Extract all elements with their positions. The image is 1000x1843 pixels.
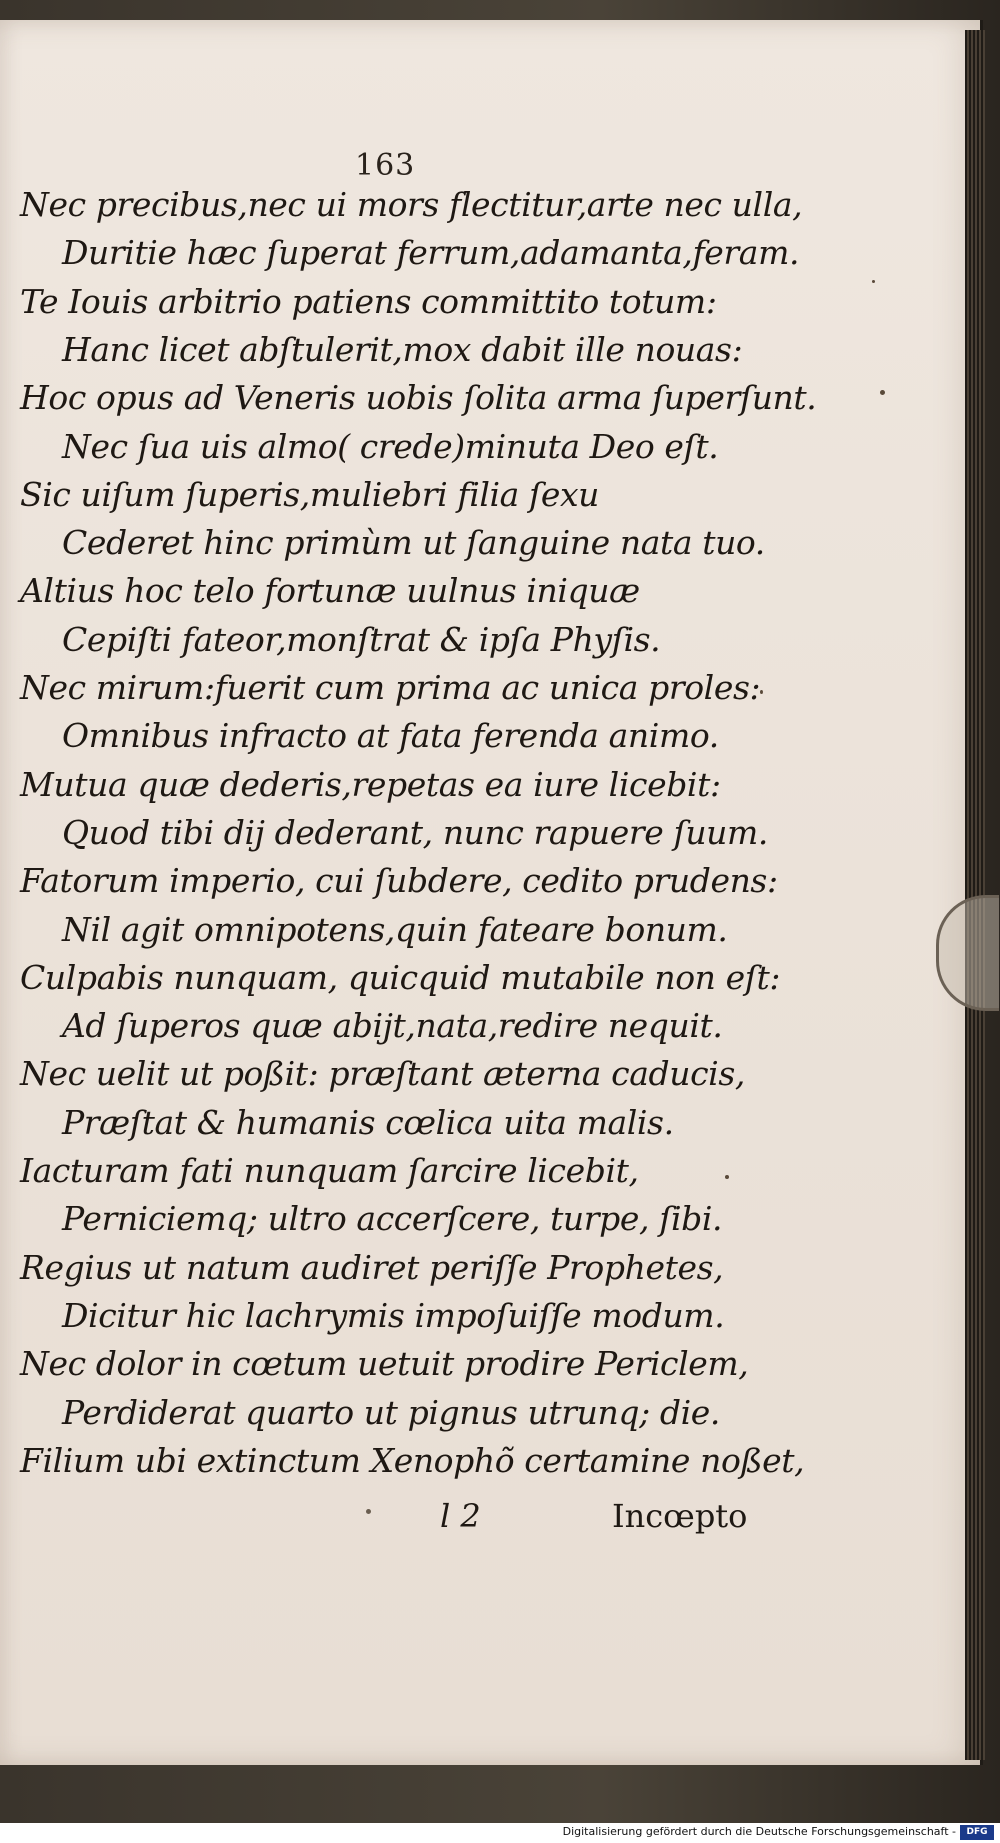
verse-line: Nec mirum:fuerit cum prima ac unica proles: xyxy=(20,668,761,707)
ink-speck xyxy=(760,690,763,694)
verse-line: Duritie hæc ſuperat ferrum,adamanta,feram. xyxy=(62,233,800,273)
verse-line: Iacturam fati nunquam ſarcire licebit, xyxy=(20,1151,639,1190)
verse-line: Culpabis nunquam, quicquid mutabile non eſt: xyxy=(20,957,781,997)
verse-line: Sic uiſum ſuperis,muliebri filia ſexu xyxy=(20,474,600,514)
footer-dot xyxy=(366,1509,371,1514)
verse-line: Altius hoc telo fortunæ uulnus iniquæ xyxy=(20,571,640,611)
verse-line: Filium ubi extinctum Xenophõ certamine noßet, xyxy=(20,1440,805,1480)
verse-line: Cepiſti fateor,monſtrat & ipſa Phyſis. xyxy=(62,619,661,659)
verse-line: Mutua quæ dederis,repetas ea iure licebit: xyxy=(20,764,721,804)
verse-line: Quod tibi dij dederant, nunc rapuere ſuum. xyxy=(62,812,769,852)
verse-line: Nil agit omnipotens,quin fateare bonum. xyxy=(62,909,728,949)
verse-line: Præſtat & humanis cœlica uita malis. xyxy=(62,1102,674,1142)
verse-line: Nec dolor in cœtum uetuit prodire Periclem, xyxy=(20,1344,749,1384)
catchword: Incœpto xyxy=(612,1497,748,1535)
verse-line: Ad ſuperos quæ abijt,nata,redire nequit. xyxy=(62,1006,723,1046)
ink-speck xyxy=(872,280,875,283)
digitization-credit: Digitalisierung gefördert durch die Deutsche Forschungsgemeinschaft - xyxy=(562,1825,956,1838)
ink-speck xyxy=(880,390,885,395)
verse-line: Hoc opus ad Veneris uobis ſolita arma ſuperſunt. xyxy=(20,378,817,418)
verse-line: Nec precibus,nec ui mors flectitur,arte nec ulla, xyxy=(20,185,803,224)
dfg-logo: DFG xyxy=(960,1825,994,1840)
signature-mark: l 2 xyxy=(440,1497,481,1535)
verse-line: Hanc licet abſtulerit,mox dabit ille nouas: xyxy=(62,329,743,369)
verse-line: Fatorum imperio, cui ſubdere, cedito prudens: xyxy=(20,861,778,901)
page-footer xyxy=(0,1497,800,1537)
verse-line: Nec ſua uis almo( crede)minuta Deo eſt. xyxy=(62,426,719,466)
ink-speck xyxy=(725,1175,729,1179)
verse-line: Perdiderat quarto ut pignus utrunq; die. xyxy=(62,1392,720,1432)
verse-line: Regius ut natum audiret periſſe Prophetes, xyxy=(20,1247,724,1287)
verse-line: Te Iouis arbitrio patiens committito totum: xyxy=(20,281,717,321)
verse-line: Nec uelit ut poßit: præſtant æterna caducis, xyxy=(20,1054,745,1094)
verse-line: Omnibus infracto at fata ferenda animo. xyxy=(62,716,719,756)
verse-line: Cederet hinc primùm ut ſanguine nata tuo. xyxy=(62,523,765,563)
page-number: 163 xyxy=(355,148,416,183)
verse-line: Perniciemq; ultro accerſcere, turpe, ſibi. xyxy=(62,1199,723,1239)
verse-line: Dicitur hic lachrymis impoſuiſſe modum. xyxy=(62,1295,725,1335)
